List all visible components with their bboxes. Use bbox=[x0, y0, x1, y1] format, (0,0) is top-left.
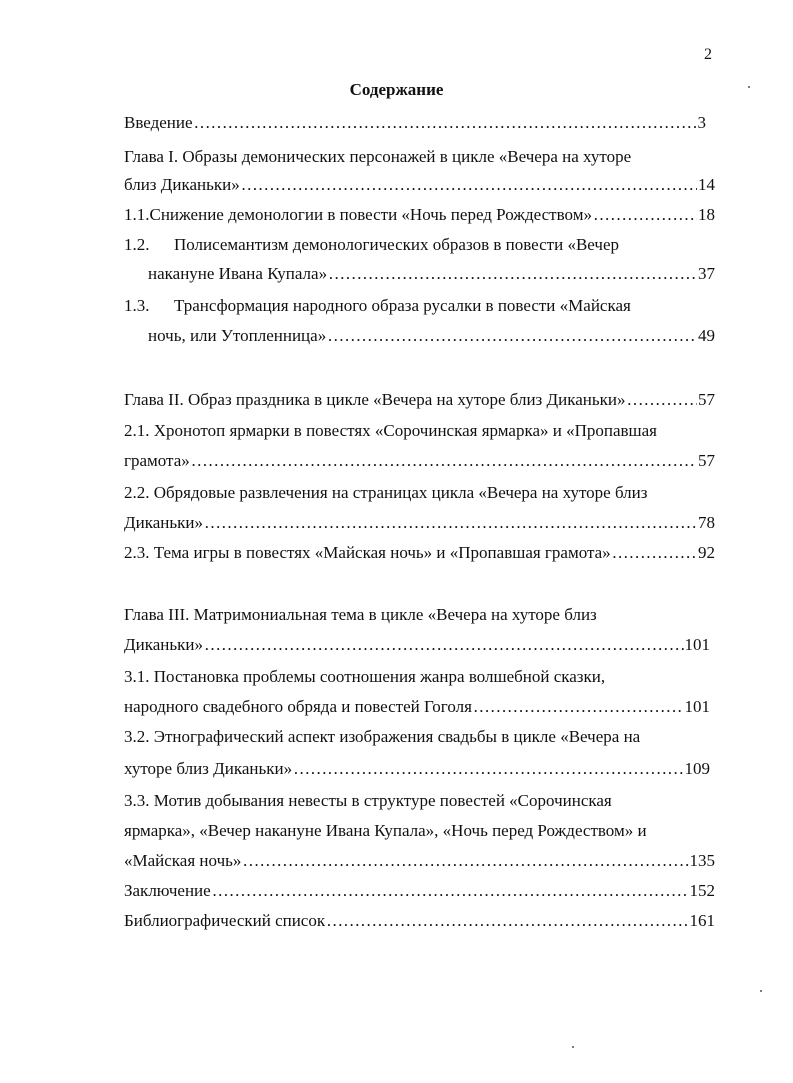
toc-entry-text: Библиографический список bbox=[124, 911, 326, 930]
toc-entry-section-3-3-line3[interactable] bbox=[124, 849, 715, 873]
toc-page-number: 109 bbox=[684, 759, 710, 778]
toc-entry-text: Заключение bbox=[124, 881, 211, 900]
leader-dots bbox=[204, 511, 697, 535]
toc-entry-section-2-1-line2[interactable] bbox=[124, 449, 715, 473]
toc-title: Содержание bbox=[349, 80, 444, 99]
toc-entry-section-2-1-line1[interactable] bbox=[124, 419, 657, 443]
toc-page-number: 135 bbox=[689, 851, 715, 870]
leader-dots bbox=[327, 324, 697, 348]
toc-entry-text: ночь, или Утопленница» bbox=[148, 326, 327, 345]
toc-entry-section-2-2-line1[interactable] bbox=[124, 481, 647, 505]
toc-entry-text: 3.2. Этнографический аспект изображения свадьбы в цикле «Вечера на bbox=[124, 727, 641, 746]
toc-page-number: 101 bbox=[684, 697, 710, 716]
toc-entry-text: ярмарка», «Вечер накануне Ивана Купала», «Ночь перед Рождеством» и bbox=[124, 821, 647, 840]
toc-entry-section-1-3-line2[interactable] bbox=[148, 324, 715, 348]
toc-page-number: 18 bbox=[698, 205, 715, 224]
leader-dots bbox=[626, 388, 697, 412]
leader-dots bbox=[473, 695, 684, 719]
toc-page-number: 57 bbox=[698, 451, 715, 470]
toc-entry-bibliography[interactable] bbox=[124, 909, 715, 933]
toc-entry-text: близ Диканьки» bbox=[124, 175, 240, 194]
toc-entry-chapter-1-line1[interactable] bbox=[124, 145, 631, 169]
section-number: 1.2. bbox=[124, 235, 150, 254]
toc-page-number: 37 bbox=[698, 264, 715, 283]
leader-dots bbox=[212, 879, 689, 903]
toc-entry-text: «Майская ночь» bbox=[124, 851, 242, 870]
toc-entry-text: Глава III. Матримониальная тема в цикле «Вечера на хуторе близ bbox=[124, 605, 597, 624]
toc-entry-chapter-1-line2[interactable] bbox=[124, 173, 715, 197]
toc-entry-text: Трансформация народного образа русалки в повести «Майская bbox=[174, 296, 631, 315]
section-number: 1.3. bbox=[124, 296, 150, 315]
toc-page-number: 3 bbox=[697, 113, 706, 132]
toc-entry-text: грамота» bbox=[124, 451, 190, 470]
leader-dots bbox=[194, 111, 697, 135]
toc-entry-section-3-3-line2[interactable] bbox=[124, 819, 647, 843]
toc-page-number: 101 bbox=[684, 635, 710, 654]
toc-page-number: 78 bbox=[698, 513, 715, 532]
toc-entry-section-1-3-line1[interactable] bbox=[124, 294, 631, 318]
toc-entry-chapter-3-line1[interactable] bbox=[124, 603, 597, 627]
toc-entry-text: Диканьки» bbox=[124, 513, 203, 532]
toc-entry-text: 2.3. Тема игры в повестях «Майская ночь» и «Пропавшая грамота» bbox=[124, 543, 611, 562]
toc-entry-text: 2.2. Обрядовые развлечения на страницах цикла «Вечера на хуторе близ bbox=[124, 483, 648, 502]
toc-page-number: 161 bbox=[689, 911, 715, 930]
toc-entry-section-1-2-line1[interactable] bbox=[124, 233, 619, 257]
toc-entry-section-3-1-line2[interactable] bbox=[124, 695, 710, 719]
toc-entry-section-1-2-line2[interactable] bbox=[148, 262, 715, 286]
toc-entry-text: Полисемантизм демонологических образов в повести «Вечер bbox=[174, 235, 620, 254]
toc-entry-text: народного свадебного обряда и повестей Гоголя bbox=[124, 697, 472, 716]
toc-entry-section-3-3-line1[interactable] bbox=[124, 789, 612, 813]
leader-dots bbox=[612, 541, 697, 565]
toc-entry-text: 3.3. Мотив добывания невесты в структуре повестей «Сорочинская bbox=[124, 791, 612, 810]
toc-page-number: 152 bbox=[689, 881, 715, 900]
toc-page-number: 49 bbox=[698, 326, 715, 345]
toc-entry-intro[interactable] bbox=[124, 111, 706, 135]
toc-entry-text: накануне Ивана Купала» bbox=[148, 264, 328, 283]
toc-entry-section-3-2-line1[interactable] bbox=[124, 725, 640, 749]
toc-entry-chapter-3-line2[interactable] bbox=[124, 633, 710, 657]
leader-dots bbox=[593, 203, 697, 227]
toc-entry-section-1-1[interactable] bbox=[124, 203, 715, 227]
toc-entry-chapter-2[interactable] bbox=[124, 388, 715, 412]
leader-dots bbox=[293, 757, 683, 781]
toc-entry-section-2-3[interactable] bbox=[124, 541, 715, 565]
toc-entry-text: Глава I. Образы демонических персонажей в цикле «Вечера на хуторе bbox=[124, 147, 632, 166]
section-number: 1.1. bbox=[124, 205, 150, 224]
toc-entry-section-3-2-line2[interactable] bbox=[124, 757, 710, 781]
toc-entry-text: 3.1. Постановка проблемы соотношения жанра волшебной сказки, bbox=[124, 667, 606, 686]
leader-dots bbox=[242, 849, 688, 873]
leader-dots bbox=[326, 909, 688, 933]
scan-speck bbox=[748, 86, 750, 88]
scan-speck bbox=[572, 1046, 574, 1048]
toc-entry-text: Глава II. Образ праздника в цикле «Вечера на хуторе близ Диканьки» bbox=[124, 390, 626, 409]
toc-entry-text: Введение bbox=[124, 113, 193, 132]
toc-entry-text: 2.1. Хронотоп ярмарки в повестях «Сорочинская ярмарка» и «Пропавшая bbox=[124, 421, 658, 440]
leader-dots bbox=[204, 633, 684, 657]
toc-entry-section-2-2-line2[interactable] bbox=[124, 511, 715, 535]
toc-page-number: 92 bbox=[698, 543, 715, 562]
toc-page-number: 57 bbox=[698, 390, 715, 409]
toc-entry-conclusion[interactable] bbox=[124, 879, 715, 903]
toc-page-number: 14 bbox=[698, 175, 715, 194]
toc-entry-text: хуторе близ Диканьки» bbox=[124, 759, 293, 778]
scan-speck bbox=[760, 990, 762, 992]
page-number: 2 bbox=[704, 46, 712, 63]
toc-entry-text: Снижение демонологии в повести «Ночь перед Рождеством» bbox=[149, 205, 592, 224]
leader-dots bbox=[328, 262, 697, 286]
leader-dots bbox=[191, 449, 697, 473]
leader-dots bbox=[241, 173, 697, 197]
toc-entry-text: Диканьки» bbox=[124, 635, 203, 654]
toc-entry-section-3-1-line1[interactable] bbox=[124, 665, 605, 689]
